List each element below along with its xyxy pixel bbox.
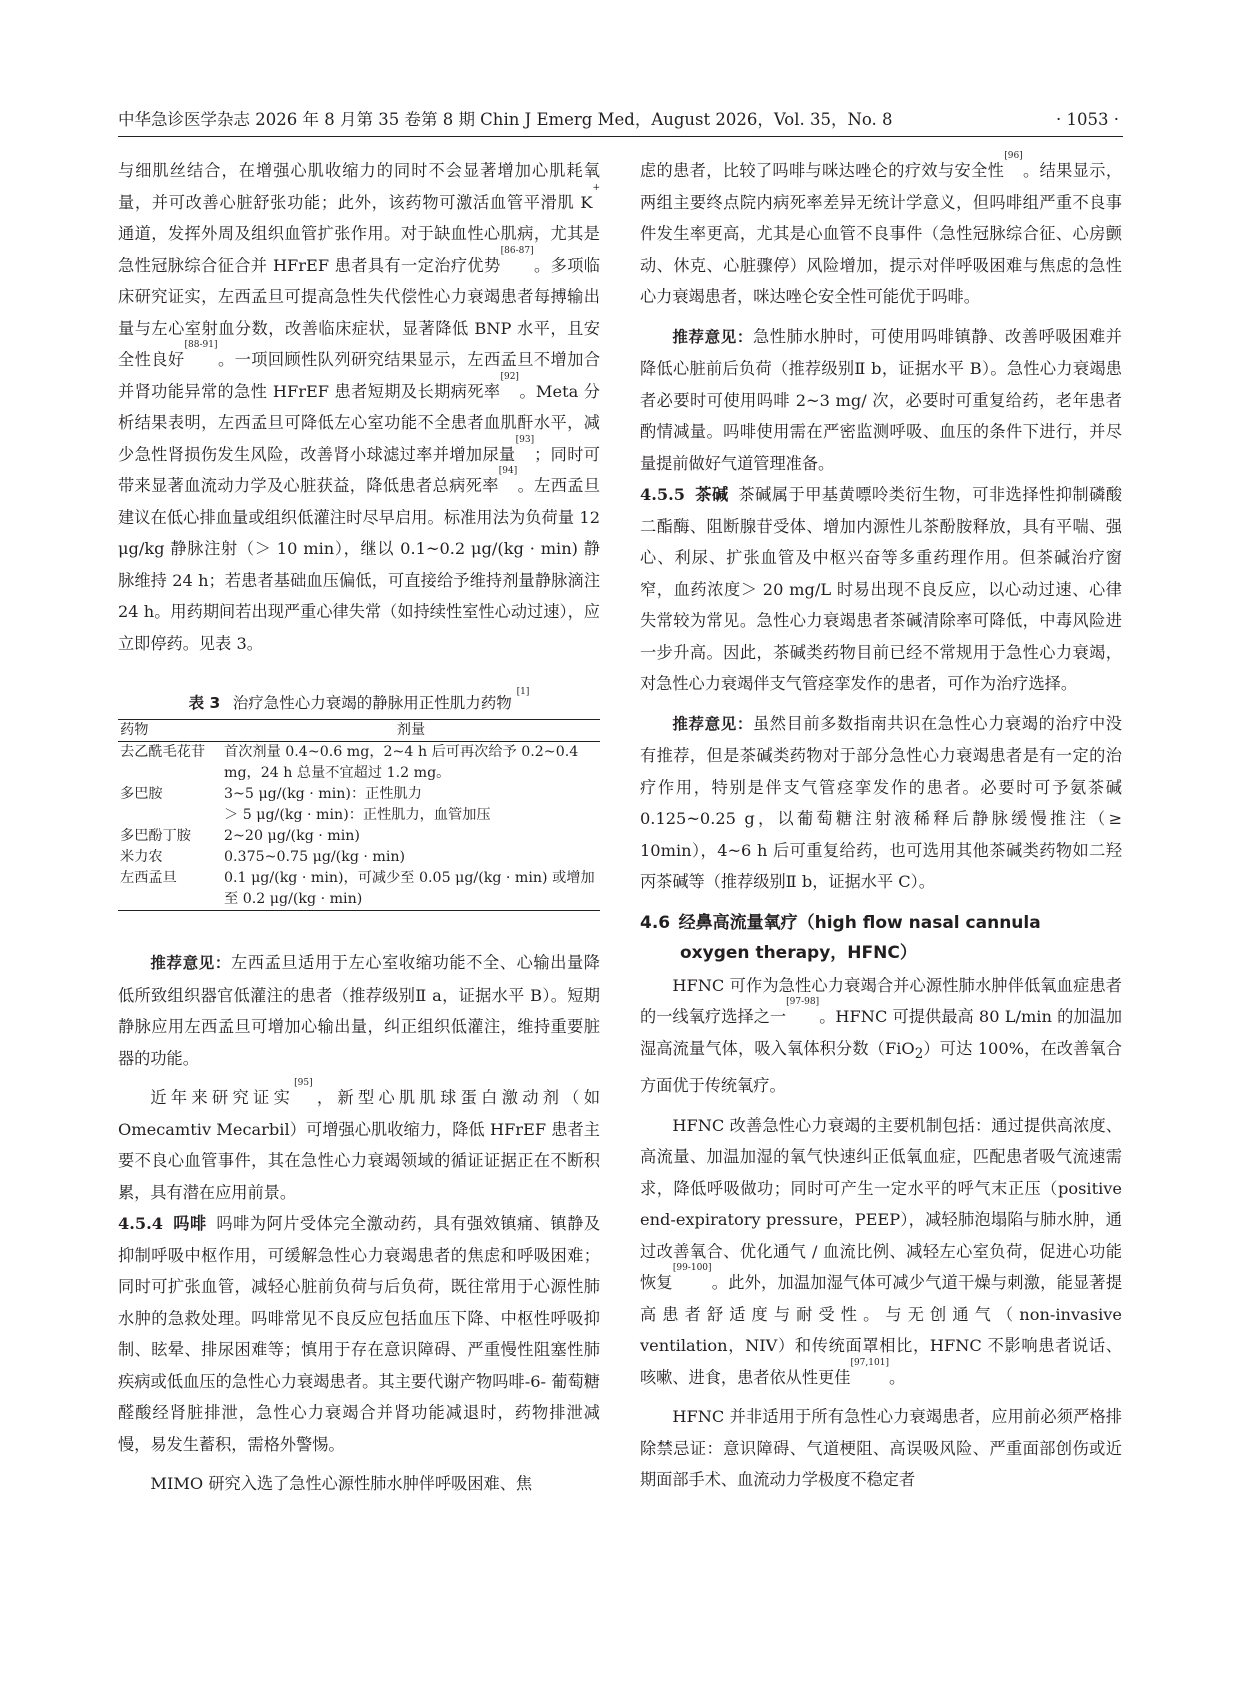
section-number: 4.5.5	[640, 485, 686, 504]
citation-ref: [96]	[1004, 151, 1023, 161]
table-3	[118, 687, 600, 911]
table-tag: 表 3	[188, 694, 221, 712]
citation-ref: [86-87]	[500, 245, 534, 256]
recommendation-label: 推荐意见：	[150, 954, 231, 972]
section-number: 4.6	[640, 912, 671, 933]
table-row	[118, 805, 600, 826]
drug-name: 去乙酰毛花苷	[120, 744, 206, 760]
section-number: 4.5.4	[118, 1214, 164, 1233]
paragraph-levosimendan-evidence: 与细肌丝结合，在增强心肌收缩力的同时不会显著增加心肌耗氧量，并可改善心脏舒张功能；此外，该药物可激活血管平滑肌 K+ 通道，发挥外周及组织血管扩张作用。对于缺血性心肌病，尤其是急性冠脉综合征合并 HFrEF 患者具有一定治疗优势[86-87]。多项临床研究证实，左西孟旦可提高急性失代偿性心力衰竭患者每搏输出量与左心室射血分数，改善临床症状，显著降低 BNP 水平，且安全性良好[88-91]。一项回顾性队列研究结果显示，左西孟旦不增加合并肾功能异常的急性 HFrEF 患者短期及长期病死率[92]。Meta 分析结果表明，左西孟旦可降低左心室功能不全患者血肌酐水平，减少急性肾损伤发生风险，改善肾小球滤过率并增加尿量[93]；同时可带来显著血流动力学及心脏获益，降低患者总病死率[94]。左西孟旦建议在低心排血量或组织低灌注时尽早启用。标准用法为负荷量 12 μg/kg 静脉注射（＞ 10 min），继以 0.1~0.2 μg/(kg · min) 静脉维持 24 h；若患者基础血压偏低，可直接给予维持剂量静脉滴注 24 h。用药期间若出现严重心律失常（如持续性室性心动过速），应立即停药。见表 3。	[118, 161, 601, 653]
running-header	[118, 110, 1123, 137]
right-column	[640, 151, 1123, 1496]
inotrope-table	[118, 719, 600, 911]
drug-dose: ＞ 5 μg/(kg · min)：正性肌力，血管加压	[224, 807, 491, 823]
section-4-5-5-theophylline: 4.5.5 茶碱 茶碱属于甲基黄嘌呤类衍生物，可非选择性抑制磷酸二酯酶、阻断腺苷受体、增加内源性儿茶酚胺释放，具有平喘、强心、利尿、扩张血管及中枢兴奋等多重药理作用。但茶碱治疗窗窄，血药浓度＞ 20 mg/L 时易出现不良反应，以心动过速、心律失常较为常见。急性心力衰竭患者茶碱清除率可降低，中毒风险进一步升高。因此，茶碱类药物目前已经不常规用于急性心力衰竭，对急性心力衰竭伴支气管痉挛发作的患者，可作为治疗选择。	[640, 485, 1123, 693]
table-row	[118, 868, 600, 911]
section-heading-4-6	[640, 908, 1122, 968]
column-header-drug: 药物	[118, 720, 222, 742]
table-caption	[118, 687, 600, 715]
page-number: · 1053 ·	[1056, 110, 1119, 129]
section-title-line1: 经鼻高流量氧疗（high flow nasal cannula	[678, 912, 1041, 933]
section-4-5-4-morphine: 4.5.4 吗啡 吗啡为阿片受体完全激动药，具有强效镇痛、镇静及抑制呼吸中枢作用，可缓解急性心力衰竭患者的焦虑和呼吸困难；同时可扩张血管，减轻心脏前负荷与后负荷，既往常用于心源性肺水肿的急救处理。吗啡常见不良反应包括血压下降、中枢性呼吸抑制、眩晕、排尿困难等；慎用于存在意识障碍、严重慢性阻塞性肺疾病或低血压的急性心力衰竭患者。其主要代谢产物吗啡-6- 葡萄糖醛酸经肾脏排泄，急性心力衰竭合并肾功能减退时，药物排泄减慢，易发生蓄积，需格外警惕。	[118, 1214, 601, 1454]
drug-dose: 2~20 μg/(kg · min)	[224, 828, 360, 844]
recommendation-levosimendan: 推荐意见：左西孟旦适用于左心室收缩功能不全、心输出量降低所致组织器官低灌注的患者（推荐级别Ⅱ a，证据水平 B）。短期静脉应用左西孟旦可增加心输出量，纠正组织低灌注，维持重要脏器的功能。	[118, 953, 600, 1068]
left-column	[118, 155, 600, 1500]
recommendation-morphine: 推荐意见：急性肺水肿时，可使用吗啡镇静、改善呼吸困难并降低心脏前后负荷（推荐级别Ⅱ b，证据水平 B）。急性心力衰竭患者必要时可使用吗啡 2~3 mg/ 次，必要时可重复给药，老年患者酌情减量。吗啡使用需在严密监测呼吸、血压的条件下进行，并尽量提前做好气道管理准备。	[640, 326, 1122, 473]
paragraph-hfnc-contraindications: HFNC 并非适用于所有急性心力衰竭患者，应用前必须严格排除禁忌证：意识障碍、气道梗阻、高误吸风险、严重面部创伤或近期面部手术、血流动力学极度不稳定者	[640, 1407, 1122, 1490]
drug-name: 多巴酚丁胺	[120, 828, 191, 844]
drug-dose: 首次剂量 0.4~0.6 mg，2~4 h 后可再次给予 0.2~0.4 mg，24 h 总量不宜超过 1.2 mg。	[224, 744, 579, 781]
citation-ref: [99-100]	[672, 1263, 712, 1274]
section-title: 茶碱	[694, 485, 729, 504]
recommendation-label: 推荐意见：	[672, 327, 753, 346]
subscript: 2	[914, 1045, 924, 1062]
table-title: 治疗急性心力衰竭的静脉用正性肌力药物	[232, 694, 512, 712]
drug-name: 米力农	[120, 849, 163, 865]
column-header-dose: 剂量	[222, 720, 600, 742]
citation-ref: [92]	[500, 371, 519, 382]
citation-ref: [93]	[515, 434, 535, 445]
journal-citation: 中华急诊医学杂志 2026 年 8 月第 35 卷第 8 期 Chin J Emerg Med，August 2026，Vol. 35，No. 8	[118, 110, 893, 129]
paragraph-omecamtiv: 近年来研究证实[95]，新型心肌肌球蛋白激动剂（如 Omecamtiv Mecarbil）可增强心肌收缩力，降低 HFrEF 患者主要不良心血管事件，其在急性心力衰竭领域的循证证据正在不断积累，具有潜在应用前景。	[118, 1078, 601, 1202]
citation-ref: [95]	[294, 1078, 313, 1088]
citation-ref: [97,101]	[850, 1357, 889, 1368]
citation-ref: [94]	[498, 466, 518, 476]
recommendation-theophylline: 推荐意见：虽然目前多数指南共识在急性心力衰竭的治疗中没有推荐，但是茶碱类药物对于部分急性心力衰竭患者是有一定的治疗作用，特别是伴支气管痉挛发作的患者。必要时可予氨茶碱 0.125~0.25 g，以葡萄糖注射液稀释后静脉缓慢推注（≥ 10min），4~6 h 后可重复给药，也可选用其他茶碱类药物如二羟丙茶碱等（推荐级别Ⅱ b，证据水平 C）。	[640, 713, 1122, 891]
paragraph-hfnc-intro: HFNC 可作为急性心力衰竭合并心源性肺水肿伴低氧血症患者的一线氧疗选择之一[97-98]。HFNC 可提供最高 80 L/min 的加温加湿高流量气体，吸入氧体积分数（FiO$_2$）可达 100%，在改善氧合方面优于传统氧疗。	[640, 975, 1122, 1096]
section-title-line2: oxygen therapy，HFNC）	[680, 942, 917, 963]
superscript: +	[592, 182, 600, 193]
recommendation-label: 推荐意见：	[672, 714, 753, 733]
paragraph-mimo-continued: 虑的患者，比较了吗啡与咪达唑仑的疗效与安全性[96]。结果显示，两组主要终点院内病死率差异无统计学意义，但吗啡组严重不良事件发生率更高，尤其是心血管不良事件（急性冠脉综合征、心房颤动、休克、心脏骤停）风险增加，提示对伴呼吸困难与焦虑的急性心力衰竭患者，咪达唑仑安全性可能优于吗啡。	[640, 151, 1123, 306]
paragraph-mimo-start: MIMO 研究入选了急性心源性肺水肿伴呼吸困难、焦	[150, 1474, 533, 1493]
table-header-row	[118, 720, 600, 742]
drug-dose: 0.1 μg/(kg · min)，可减少至 0.05 μg/(kg · min) 或增加至 0.2 μg/(kg · min)	[222, 868, 600, 911]
table-row	[118, 826, 600, 847]
drug-dose: 0.375~0.75 μg/(kg · min)	[224, 849, 406, 865]
table-row	[118, 847, 600, 868]
drug-name	[118, 805, 222, 826]
section-title: 吗啡	[172, 1214, 207, 1233]
drug-name: 左西孟旦	[118, 868, 222, 911]
table-row	[118, 742, 600, 785]
table-row	[118, 784, 600, 805]
citation-ref: [88-91]	[184, 340, 218, 350]
citation-ref: [1]	[516, 687, 530, 697]
paragraph-hfnc-mechanism: HFNC 改善急性心力衰竭的主要机制包括：通过提供高浓度、高流量、加温加湿的氧气快速纠正低氧血症，匹配患者吸气流速需求，降低呼吸做功；同时可产生一定水平的呼气末正压（positive end-expiratory pressure，PEEP），减轻肺泡塌陷与肺水肿，通过改善氧合、优化通气 / 血流比例、减轻左心室负荷，促进心功能恢复[99-100]。此外，加温加湿气体可减少气道干燥与刺激，能显著提高患者舒适度与耐受性。与无创通气（non-invasive ventilation，NIV）和传统面罩相比，HFNC 不影响患者说话、咳嗽、进食，患者依从性更佳[97,101]。	[640, 1115, 1123, 1387]
citation-ref: [97-98]	[786, 997, 820, 1007]
drug-dose: 3~5 μg/(kg · min)：正性肌力	[224, 786, 422, 802]
drug-name: 多巴胺	[120, 786, 163, 802]
